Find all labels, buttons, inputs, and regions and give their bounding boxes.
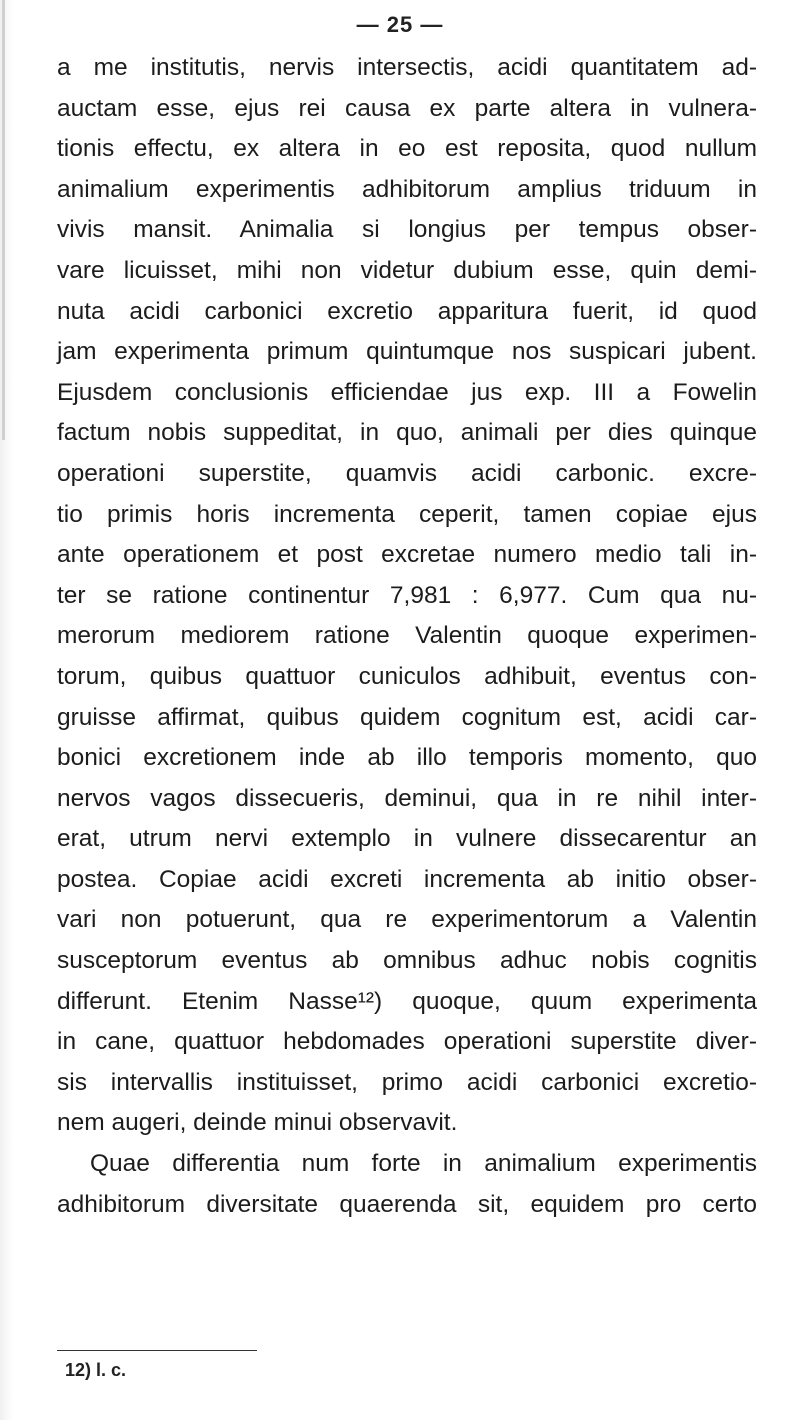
text-line: torum, quibus quattuor cuniculos adhibuit, eventus con- (57, 662, 757, 690)
text-line: tio primis horis incrementa ceperit, tamen copiae ejus (57, 500, 757, 528)
text-line: bonici excretionem inde ab illo temporis momento, quo (57, 744, 757, 772)
text-line: Quae differentia num forte in animalium experimentis (90, 1150, 757, 1178)
text-line: adhibitorum diversitate quaerenda sit, equidem pro certo (57, 1190, 757, 1218)
text-line: vari non potuerunt, qua re experimentorum a Valentin (57, 906, 757, 934)
text-line: merorum mediorem ratione Valentin quoque experimen- (57, 622, 757, 650)
body-text (57, 48, 757, 1225)
text-line: differunt. Etenim Nasse¹²) quoque, quum experimenta (57, 987, 757, 1015)
text-line: nuta acidi carbonici excretio apparitura fuerit, id quod (57, 297, 757, 325)
text-line: jam experimenta primum quintumque nos suspicari jubent. (57, 338, 757, 366)
text-line: vare licuisset, mihi non videtur dubium esse, quin demi- (57, 256, 757, 284)
text-line: factum nobis suppeditat, in quo, animali per dies quinque (57, 419, 757, 447)
text-line: sis intervallis instituisset, primo acidi carbonici excretio- (57, 1068, 757, 1096)
text-line: gruisse affirmat, quibus quidem cognitum est, acidi car- (57, 703, 757, 731)
text-line: a me institutis, nervis intersectis, acidi quantitatem ad- (57, 54, 757, 81)
text-line: Ejusdem conclusionis efficiendae jus exp. III a Fowelin (57, 378, 757, 406)
text-line: susceptorum eventus ab omnibus adhuc nobis cognitis (57, 947, 757, 975)
text-line: auctam esse, ejus rei causa ex parte altera in vulnera- (57, 94, 757, 122)
footnote: 12) l. c. (65, 1360, 127, 1380)
footnote-rule (57, 1350, 257, 1351)
text-line: nem augeri, deinde minui observavit. (57, 1109, 458, 1137)
text-line: animalium experimentis adhibitorum amplius triduum in (57, 175, 757, 203)
text-line: tionis effectu, ex altera in eo est reposita, quod nullum (57, 135, 757, 163)
page-number: — 25 — (356, 12, 444, 37)
text-line: operationi superstite, quamvis acidi carbonic. excre- (57, 459, 757, 487)
text-line: erat, utrum nervi extemplo in vulnere dissecarentur an (57, 825, 757, 853)
text-line: postea. Copiae acidi excreti incrementa ab initio obser- (57, 865, 757, 893)
text-line: vivis mansit. Animalia si longius per tempus obser- (57, 216, 757, 244)
text-line: ante operationem et post excretae numero medio tali in- (57, 541, 757, 569)
text-line: nervos vagos dissecueris, deminui, qua in re nihil inter- (57, 784, 757, 812)
page-spine-shadow (2, 0, 5, 440)
text-line: ter se ratione continentur 7,981 : 6,977. Cum qua nu- (57, 581, 757, 609)
text-line: in cane, quattuor hebdomades operationi superstite diver- (57, 1028, 757, 1056)
